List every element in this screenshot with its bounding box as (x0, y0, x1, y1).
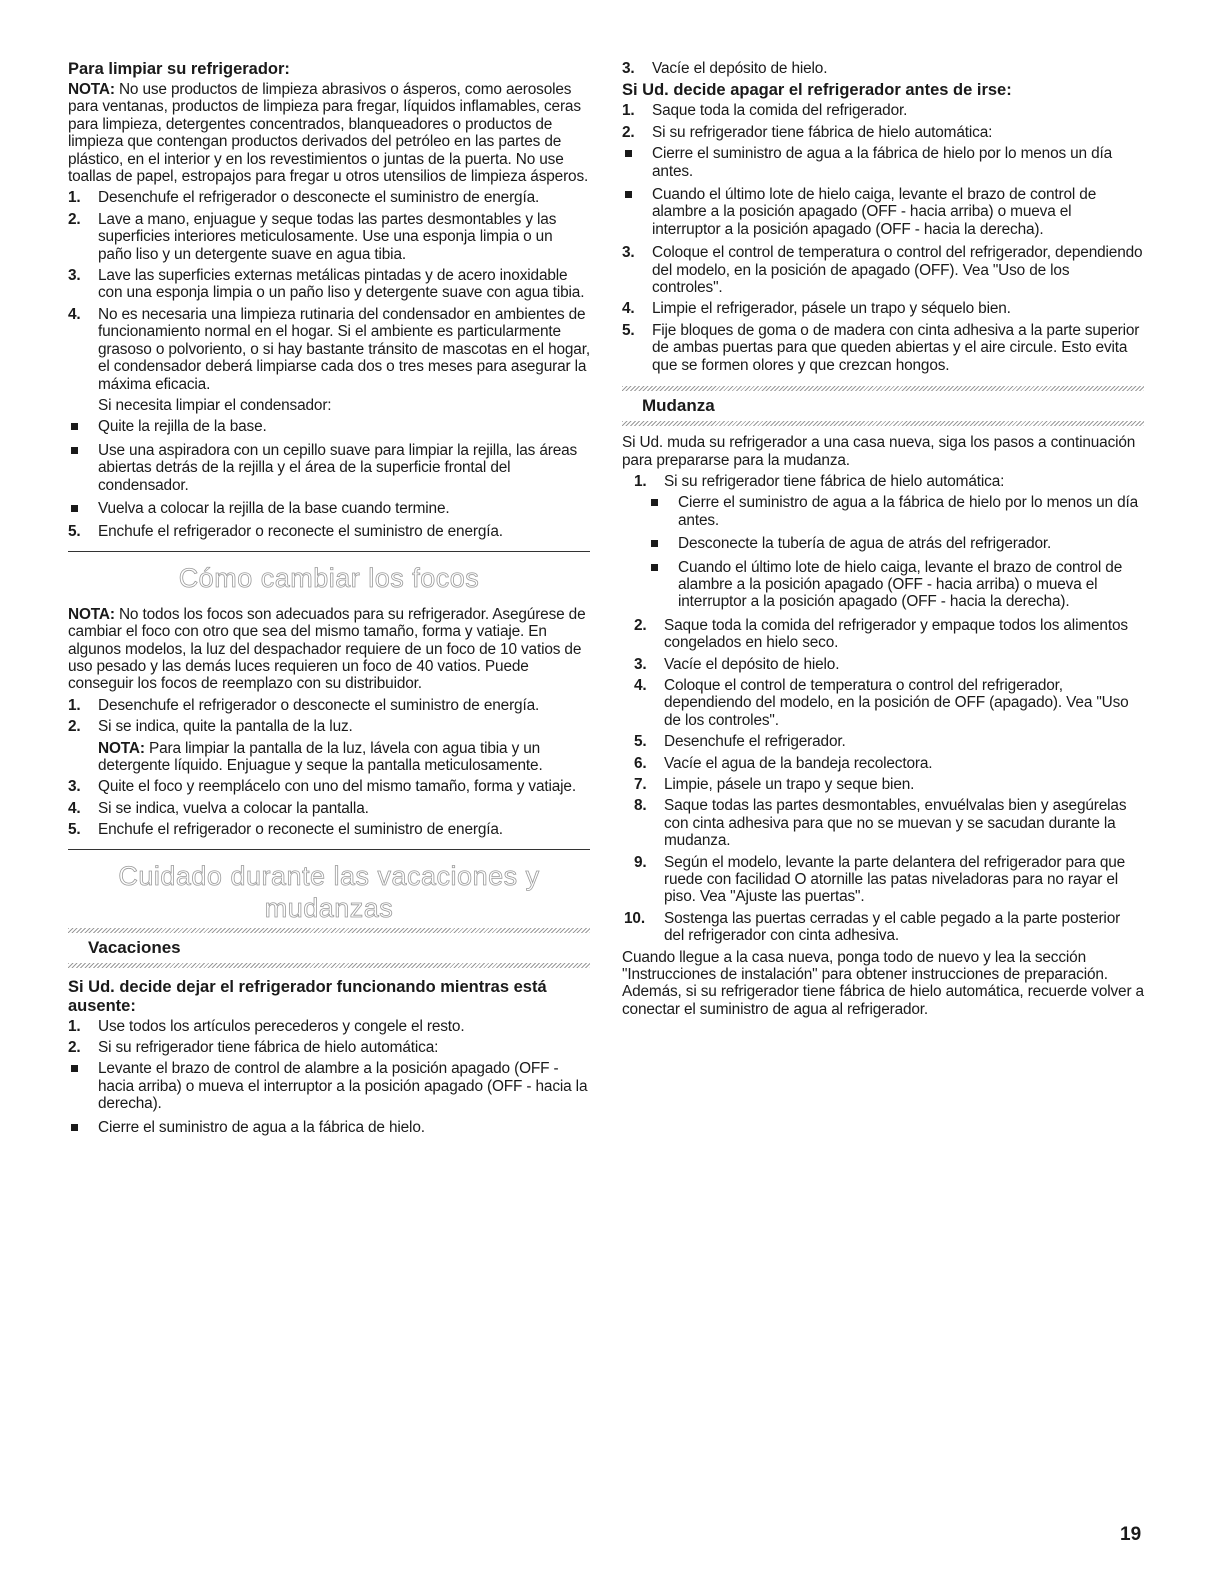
moving-bullets (622, 494, 1144, 610)
list-item: 2. Saque toda la comida del refrigerador y empaque todos los alimentos congelados en hielo seco. (634, 616, 1128, 652)
list-item: 8. Saque todas las partes desmontables, envuélvalas bien y asegúrelas con cinta adhesiva para que no se muevan y se sacudan durante la mudanza. (634, 797, 1127, 850)
list-item: 3. Vacíe el depósito de hielo. (634, 655, 840, 673)
cleaning-note (68, 81, 590, 185)
bullet-item: Cuando el último lote de hielo caiga, levante el brazo de control de alambre a la posición apagado (OFF - hacia arriba) o mueva el interruptor a la posición apagado (OFF - hacia la derecha). (622, 186, 1144, 238)
list-item: 5. Fije bloques de goma o de madera con cinta adhesiva a la parte superior de ambas puertas para que queden abiertas y el aire circule. Esto evita que se formen olores y que crezcan hongos. (622, 321, 1140, 374)
list-item: 3. Lave las superficies externas metálicas pintadas y de acero inoxidable con una esponja limpia o un paño liso y detergente suave con agua tibia. (68, 267, 585, 302)
list-item: 2. Lave a mano, enjuague y seque todas las partes desmontables y las superficies interiores meticulosamente. Use una esponja limpia o un paño liso y un detergente suave en agua tibia. (68, 210, 557, 263)
bullet-item: Levante el brazo de control de alambre a la posición apagado (OFF - hacia arriba) o mueva el interruptor a la posición apagado (OFF - hacia la derecha). (68, 1060, 590, 1112)
hatch-divider (622, 421, 1144, 426)
list-item: 1. Desenchufe el refrigerador o desconecte el suministro de energía. (68, 189, 540, 207)
list-item: 2. Si su refrigerador tiene fábrica de hielo automática: (68, 1039, 439, 1057)
list-item: 5. Desenchufe el refrigerador. (634, 733, 846, 751)
condenser-bullets (68, 418, 590, 517)
list-item: 5. Enchufe el refrigerador o reconecte el suministro de energía. (68, 523, 503, 541)
section-divider (68, 551, 590, 552)
list-item: 4. Si se indica, vuelva a colocar la pantalla. (68, 799, 369, 817)
bulbs-note: NOTA: No todos los focos son adecuados para su refrigerador. Asegúrese de cambiar el foco con otro que sea del mismo tamaño, forma y vatiaje. En algunos modelos, la luz del despachador requiere de un foco de 10 vatios de uso pesado y las demás luces requieren un foco de 40 vatios. Puede conseguir los focos de reemplazo con su distribuidor. (68, 605, 586, 693)
bullet-item: Vuelva a colocar la rejilla de la base cuando termine. (68, 500, 590, 517)
turn-off-heading: Si Ud. decide apagar el refrigerador antes de irse: (622, 81, 1012, 100)
list-item: 7. Limpie, pásele un trapo y seque bien. (634, 776, 915, 793)
list-item: 4. No es necesaria una limpieza rutinaria del condensador en ambientes de funcionamiento normal en el hogar. Si el ambiente es particularmente grasoso o polvoriento, o si hay bastante tránsito de mascotas en el hogar, el condensador deberá limpiarse cada dos o tres meses para asegurar la máxima eficacia. Si necesita limpiar el condensador: (68, 305, 590, 414)
condenser-intro: Si necesita limpiar el condensador: (98, 396, 332, 414)
list-item: 1. Use todos los artículos perecederos y congele el resto. (68, 1017, 465, 1035)
list-item: 3. Coloque el control de temperatura o control del refrigerador, dependiendo del modelo, en la posición de apagado (OFF). Vea "Uso de los controles". (622, 244, 1143, 297)
list-item: 2. Si se indica, quite la pantalla de la luz. NOTA: Para limpiar la pantalla de la luz, lávela con agua tibia y un detergente líquido. Enjuague y seque la pantalla meticulosamente. (68, 718, 590, 774)
turn-off-bullets (622, 145, 1144, 238)
moving-subheading: Mudanza (642, 396, 715, 416)
section-divider (68, 849, 590, 850)
note-text: No use productos de limpieza abrasivos o ásperos, como aerosoles para ventanas, productos de limpieza para fregar, líquidos inflamables, ceras para limpieza, detergentes concentrados, blanqueadores o productos de limpieza que contengan productos derivados del petróleo en las partes de plástico, en el interior y en los revestimientos o juntas de la puerta. No use toallas de papel, estropajos para fregar u otros utensilios de limpieza ásperos. (68, 81, 589, 186)
list-item: 2. Si su refrigerador tiene fábrica de hielo automática: (622, 123, 993, 141)
list-item: 1. Desenchufe el refrigerador o desconecte el suministro de energía. (68, 696, 540, 714)
moving-steps (622, 473, 1144, 490)
right-column (622, 60, 1144, 1022)
hatch-divider (68, 928, 590, 933)
list-item: 9. Según el modelo, levante la parte delantera del refrigerador para que ruede con facilidad O atornille las patas niveladoras para no rayar el piso. Vea "Ajuste las puertas". (634, 853, 1126, 906)
hatch-divider (68, 963, 590, 968)
bullet-item: Cuando el último lote de hielo caiga, levante el brazo de control de alambre a la posición apagado (OFF - hacia arriba) o mueva el interruptor a la posición apagado (OFF - hacia la derecha). (648, 559, 1144, 611)
bullet-item: Cierre el suministro de agua a la fábrica de hielo. (68, 1119, 590, 1136)
left-column (68, 60, 590, 1142)
moving-steps-cont (622, 617, 1144, 945)
note-label: NOTA: (68, 81, 115, 98)
moving-intro: Si Ud. muda su refrigerador a una casa nueva, siga los pasos a continuación para prepararse para la mudanza. (622, 434, 1136, 469)
bullet-item: Cierre el suministro de agua a la fábrica de hielo por lo menos un día antes. (648, 494, 1144, 529)
bullet-item: Quite la rejilla de la base. (68, 418, 590, 435)
vacation-section-title: Cuidado durante las vacaciones y mudanzas (118, 860, 540, 923)
cleaning-steps-cont (68, 523, 590, 540)
turn-off-steps-cont (622, 244, 1144, 374)
cleaning-steps (68, 189, 590, 414)
page-number: 19 (1120, 1524, 1142, 1545)
vacation-steps (68, 1018, 590, 1057)
list-item: 4. Coloque el control de temperatura o control del refrigerador, dependiendo del modelo, en la posición de OFF (apagado). Vea "Uso de los controles". (634, 676, 1129, 729)
bulbs-steps (68, 697, 590, 839)
vacation-bullets (68, 1060, 590, 1136)
list-item: 10. Sostenga las puertas cerradas y el cable pegado a la parte posterior del refrigerador con cinta adhesiva. (624, 909, 1121, 945)
turn-off-steps (622, 102, 1144, 141)
vacation-steps-cont (622, 60, 1144, 77)
list-item: 6. Vacíe el agua de la bandeja recolectora. (634, 754, 933, 772)
list-item: 1. Si su refrigerador tiene fábrica de hielo automática: (634, 472, 1005, 490)
bullet-item: Use una aspiradora con un cepillo suave para limpiar la rejilla, las áreas abiertas detrás de la rejilla y el área de la superficie frontal del condensador. (68, 442, 590, 494)
list-item: 4. Limpie el refrigerador, pásele un trapo y séquelo bien. (622, 300, 1011, 318)
hatch-divider (622, 386, 1144, 391)
cleaning-heading: Para limpiar su refrigerador: (68, 60, 290, 78)
moving-closing: Cuando llegue a la casa nueva, ponga todo de nuevo y lea la sección "Instrucciones de instalación" para obtener instrucciones de preparación. Además, si su refrigerador tiene fábrica de hielo automática, recuerde volver a conectar el suministro de agua al refrigerador. (622, 948, 1144, 1018)
list-item: 1. Saque toda la comida del refrigerador. (622, 102, 908, 120)
lens-note: NOTA: Para limpiar la pantalla de la luz, lávela con agua tibia y un detergente líquido. Enjuague y seque la pantalla meticulosamente. (98, 739, 543, 774)
list-item: 3. Vacíe el depósito de hielo. (622, 60, 828, 77)
list-item: 5. Enchufe el refrigerador o reconecte el suministro de energía. (68, 821, 503, 839)
vacation-heading: Si Ud. decide dejar el refrigerador funcionando mientras está ausente: (68, 977, 547, 1015)
bulbs-section-title: Cómo cambiar los focos (178, 562, 480, 593)
bullet-item: Desconecte la tubería de agua de atrás del refrigerador. (648, 535, 1144, 552)
list-item: 3. Quite el foco y reemplácelo con uno del mismo tamaño, forma y vatiaje. (68, 778, 576, 796)
vacation-subheading: Vacaciones (88, 937, 181, 957)
bullet-item: Cierre el suministro de agua a la fábrica de hielo por lo menos un día antes. (622, 145, 1144, 180)
